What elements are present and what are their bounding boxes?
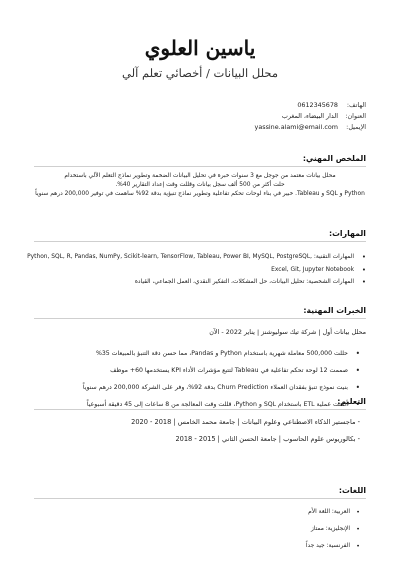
technical-skills-line-1: Python, SQL, R, Pandas, NumPy, Scikit-learn, TensorFlow, Tableau, Power BI, MySQL, PostgreSQL, xyxy=(27,254,312,260)
experience-title: الخبرات المهنية: xyxy=(303,306,366,315)
address-value: الدار البيضاء، المغرب xyxy=(281,111,338,120)
job-heading: محلل بيانات أول | شركة تيك سوليوشنز | يناير 2022 - الآن xyxy=(209,328,366,336)
email-link[interactable]: yassine.alami@email.com xyxy=(254,122,338,131)
summary-title: الملخص المهني: xyxy=(302,154,366,163)
soft-skills-label: المهارات الشخصية: xyxy=(306,279,354,285)
list-item: • حللت 500,000 معاملة شهرية باستخدام Python و Pandas، مما حسن دقة التنبؤ بالمبيعات 35% xyxy=(34,345,360,362)
summary-line-3: حلت أكثر من 500 ألف سجل بيانات وقللت وقت إعداد التقارير 40%. xyxy=(115,182,285,189)
email-label: الإيميل: xyxy=(346,122,366,131)
skills-list xyxy=(8,251,366,289)
list-item: • بنيت نموذج تنبؤ بفقدان العملاء Churn Prediction بدقة 92%، وفر على الشركة 200,000 درهم سنوياً xyxy=(34,379,360,396)
candidate-role: محلل البيانات / أخصائي تعلم آلي xyxy=(122,66,278,80)
list-item: • الإنجليزية: ممتاز xyxy=(160,521,360,538)
education-title: التعليم: xyxy=(337,397,366,406)
contact-phone-row xyxy=(46,99,366,110)
experience-list xyxy=(34,345,360,413)
list-item: • صممت 12 لوحة تحكم تفاعلية في Tableau لتتبع مؤشرات الأداء KPI يستخدمها 60+ موظف xyxy=(34,362,360,379)
education-list xyxy=(40,414,360,448)
phone-value: 0612345678 xyxy=(297,100,338,109)
languages-title: اللغات: xyxy=(338,486,366,495)
skills-title: المهارات: xyxy=(328,229,366,238)
contact-address-row xyxy=(46,110,366,121)
list-item: • أتمتت عملية ETL باستخدام SQL و Python، قللت وقت المعالجة من 8 ساعات إلى 45 دقيقة أسبوعياً xyxy=(34,396,360,413)
summary-text xyxy=(34,172,366,200)
soft-skills-value: تحليل البيانات، حل المشكلات، التفكير النقدي، العمل الجماعي، القيادة xyxy=(134,279,305,285)
skills-divider xyxy=(34,241,366,242)
list-item: • الفرنسية: جيد جداً xyxy=(160,538,360,555)
candidate-name: ياسين العلوي xyxy=(144,36,256,60)
technical-skills-continuation xyxy=(8,264,366,277)
list-item: • العربية: اللغة الأم xyxy=(160,504,360,521)
phone-label: الهاتف: xyxy=(346,100,366,109)
technical-skills-line-2: Excel, Git, Jupyter Notebook xyxy=(271,266,354,273)
list-item: - بكالوريوس علوم الحاسوب | جامعة الحسن الثاني | 2015 - 2018 xyxy=(175,435,360,443)
summary-line-2: Python و SQL و Tableau. خبير في بناء لوحات تحكم تفاعلية وتطوير نماذج تنبؤية بدقة 92% ساهمت في توفير 200,000 درهم سنوياً xyxy=(35,191,365,198)
list-item xyxy=(8,251,366,264)
address-label: العنوان: xyxy=(345,111,366,120)
contact-email-row xyxy=(46,121,366,132)
languages-list xyxy=(160,504,360,555)
experience-divider xyxy=(34,318,366,319)
summary-line-1: محلل بيانات معتمد من جوجل مع 3 سنوات خبرة في تحليل البيانات الضخمة وتطوير نماذج التعلم الآلي باستخدام xyxy=(64,173,336,179)
list-item xyxy=(8,276,366,289)
languages-divider xyxy=(34,498,366,499)
contact-block xyxy=(46,99,366,132)
list-item: - ماجستير الذكاء الاصطناعي وعلوم البيانات | جامعة محمد الخامس | 2018 - 2020 xyxy=(131,418,360,426)
technical-skills-label: المهارات التقنية: xyxy=(313,254,354,260)
education-divider xyxy=(34,409,366,410)
summary-divider xyxy=(34,166,366,167)
